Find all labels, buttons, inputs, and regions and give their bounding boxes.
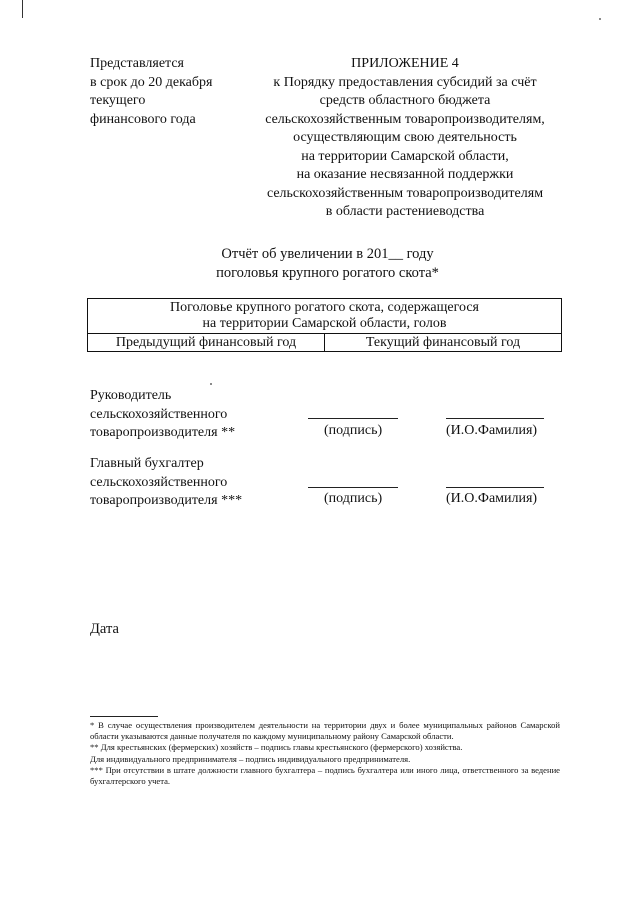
footnote-3: *** При отсутствии в штате должности главного бухгалтера – подпись бухгалтера или иного лица, ответственного за ведение бухгалтерского учета. bbox=[90, 764, 560, 787]
footnote-2: ** Для крестьянских (фермерских) хозяйств – подпись главы крестьянского (фермерского) хозяйства. bbox=[90, 742, 463, 753]
appendix-line: на территории Самарской области, bbox=[301, 148, 509, 164]
scan-speck bbox=[599, 18, 601, 20]
scan-edge-mark bbox=[22, 0, 23, 18]
report-title bbox=[150, 245, 505, 283]
accountant-signature-label bbox=[90, 455, 242, 511]
report-title-line: поголовья крупного рогатого скота* bbox=[216, 265, 439, 281]
appendix-title: ПРИЛОЖЕНИЕ 4 bbox=[351, 56, 459, 71]
head-name-line bbox=[446, 418, 544, 419]
signer-title-line: сельскохозяйственного bbox=[90, 474, 228, 490]
accountant-signature-line bbox=[308, 487, 398, 488]
appendix-line: на оказание несвязанной поддержки bbox=[296, 167, 514, 182]
accountant-name-caption: (И.О.Фамилия) bbox=[446, 491, 538, 506]
livestock-table bbox=[87, 298, 562, 352]
date-label: Дата bbox=[90, 621, 119, 637]
column-previous-year: Предыдущий финансовый год bbox=[88, 334, 325, 352]
footnote-1: * В случае осуществления производителем деятельности на территории двух и более муниципальных районов Самарской области указываются данные получателя по каждому муниципальному району Самарской области. bbox=[90, 720, 560, 742]
column-current-year: Текущий финансовый год bbox=[325, 334, 562, 352]
appendix-line: сельскохозяйственным товаропроизводителям bbox=[266, 185, 544, 201]
signer-title-line: товаропроизводителя *** bbox=[90, 493, 243, 508]
table-header bbox=[88, 299, 562, 334]
note-line: в срок до 20 декабря bbox=[90, 74, 213, 90]
head-signature-line bbox=[308, 418, 398, 419]
scan-speck bbox=[210, 383, 212, 385]
accountant-name-line bbox=[446, 487, 544, 488]
signer-title-line: Руководитель bbox=[90, 388, 172, 403]
head-signature-caption: (подпись) bbox=[324, 423, 383, 438]
report-title-line: Отчёт об увеличении в 201__ году bbox=[221, 246, 434, 262]
note-line: финансового года bbox=[90, 111, 196, 127]
note-line: текущего bbox=[90, 93, 146, 108]
table-header-line: Поголовье крупного рогатого скота, содержащегося bbox=[170, 299, 479, 315]
appendix-line: к Порядку предоставления субсидий за счёт bbox=[273, 74, 537, 90]
appendix-header bbox=[245, 55, 565, 222]
appendix-line: в области растениеводства bbox=[325, 204, 485, 219]
appendix-line: средств областного бюджета bbox=[319, 93, 491, 108]
footnote-2-continued: Для индивидуального предпринимателя – подпись индивидуального предпринимателя. bbox=[90, 753, 411, 764]
signer-title-line: сельскохозяйственного bbox=[90, 406, 228, 422]
footnote-separator bbox=[90, 716, 158, 717]
appendix-line: осуществляющим свою деятельность bbox=[293, 130, 517, 145]
note-line: Представляется bbox=[90, 56, 184, 71]
table-header-line: на территории Самарской области, голов bbox=[202, 316, 447, 331]
head-name-caption: (И.О.Фамилия) bbox=[446, 423, 538, 438]
appendix-line: сельскохозяйственным товаропроизводителям, bbox=[265, 111, 545, 127]
submission-deadline-note bbox=[90, 55, 212, 129]
signer-title-line: товаропроизводителя ** bbox=[90, 425, 236, 440]
signer-title-line: Главный бухгалтер bbox=[90, 456, 204, 471]
head-signature-label bbox=[90, 387, 235, 443]
footnotes bbox=[90, 720, 560, 787]
accountant-signature-caption: (подпись) bbox=[324, 491, 383, 506]
